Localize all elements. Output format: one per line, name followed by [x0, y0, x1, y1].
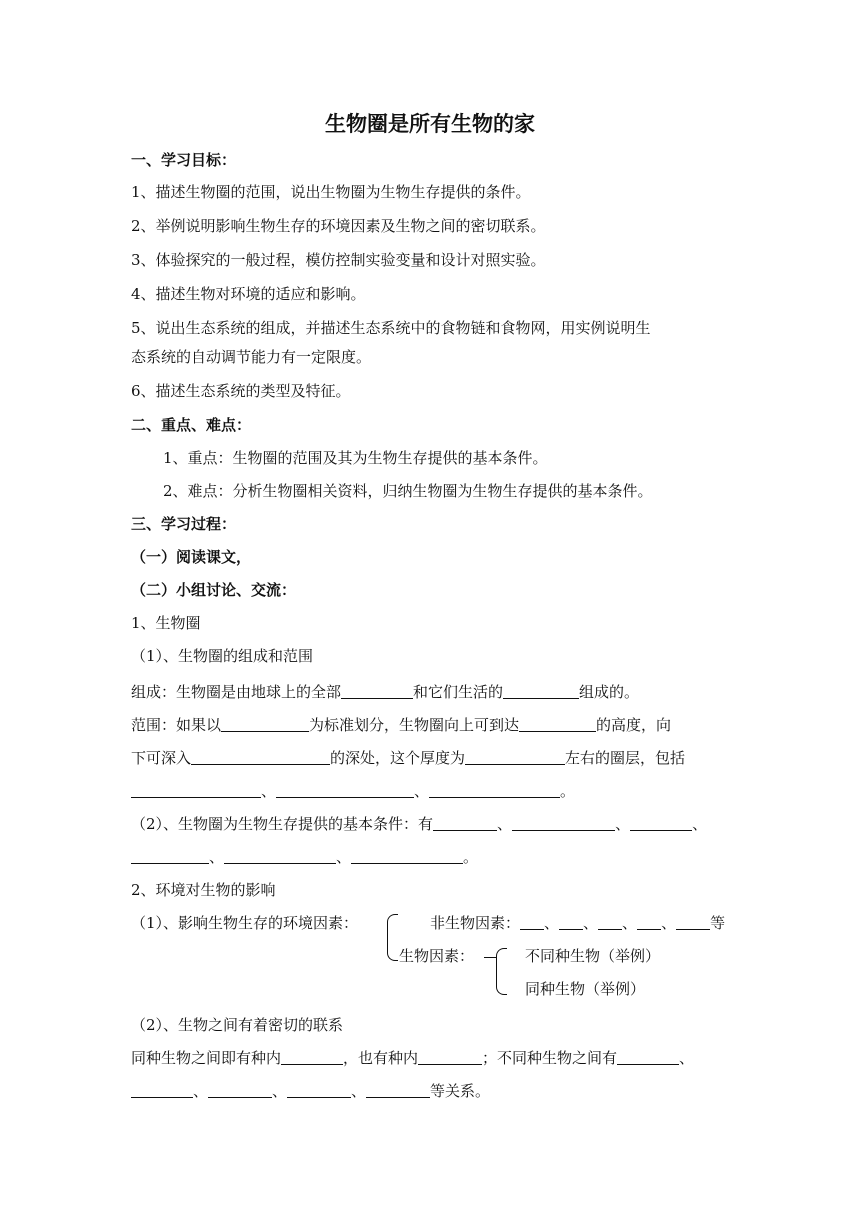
- subtopic-factors: （1）、影响生物生存的环境因素：: [131, 914, 359, 932]
- objective-item: 1、描述生物圈的范围，说出生物圈为生物生存提供的条件。: [131, 183, 531, 201]
- section-heading-objectives: 一、学习目标：: [131, 151, 237, 169]
- conditions-line-1: （2）、生物圈为生物生存提供的基本条件：有 、 、 、: [131, 815, 708, 833]
- fill-blank[interactable]: [351, 848, 463, 864]
- section-heading-keypoints: 二、重点、难点：: [131, 416, 252, 434]
- topic-environment: 2、环境对生物的影响: [131, 881, 276, 899]
- fill-blank[interactable]: [503, 683, 579, 699]
- objective-item: 2、举例说明影响生物生存的环境因素及生物之间的密切联系。: [131, 217, 546, 235]
- fill-blank[interactable]: [366, 1082, 430, 1098]
- objective-item: 4、描述生物对环境的适应和影响。: [131, 285, 366, 303]
- page-title: 生物圈是所有生物的家: [325, 111, 535, 136]
- fill-blank[interactable]: [512, 815, 615, 831]
- process-step-discuss: （二）小组讨论、交流：: [131, 581, 297, 599]
- fill-blank[interactable]: [418, 1049, 482, 1065]
- keypoint-item: 1、重点：生物圈的范围及其为生物生存提供的基本条件。: [163, 449, 548, 467]
- fill-blank[interactable]: [287, 1082, 351, 1098]
- conditions-line-2: 、 、 。: [131, 847, 478, 867]
- range-line-2: 下可深入 的深处，这个厚度为 左右的圈层，包括: [131, 749, 686, 767]
- fill-blank[interactable]: [519, 716, 596, 732]
- fill-blank[interactable]: [131, 848, 209, 864]
- range-line-1: 范围：如果以 为标准划分，生物圈向上可到达 的高度，向: [131, 716, 672, 734]
- biotic-different-species: 不同种生物（举例）: [525, 947, 661, 965]
- fill-blank[interactable]: [520, 914, 544, 930]
- objective-item: 3、体验探究的一般过程，模仿控制实验变量和设计对照实验。: [131, 251, 546, 269]
- fill-blank[interactable]: [676, 914, 710, 930]
- topic-biosphere: 1、生物圈: [131, 614, 201, 632]
- fill-blank[interactable]: [617, 1049, 679, 1065]
- composition-line: 组成：生物圈是由地球上的全部 和它们生活的 组成的。: [131, 683, 640, 701]
- fill-blank[interactable]: [131, 1082, 193, 1098]
- biotic-same-species: 同种生物（举例）: [525, 980, 646, 998]
- process-step-read: （一）阅读课文，: [131, 548, 252, 566]
- fill-blank[interactable]: [433, 815, 497, 831]
- fill-blank[interactable]: [224, 848, 336, 864]
- fill-blank[interactable]: [208, 1082, 272, 1098]
- fill-blank[interactable]: [281, 1049, 343, 1065]
- fill-blank[interactable]: [191, 749, 330, 765]
- objective-item: 5、说出生态系统的组成，并描述生态系统中的食物链和食物网，用实例说明生: [131, 319, 651, 337]
- fill-blank[interactable]: [465, 749, 565, 765]
- abiotic-factors-line: 非生物因素： 、 、 、 、 等: [430, 914, 726, 932]
- fill-blank[interactable]: [630, 815, 692, 831]
- subtopic-relations: （2）、生物之间有着密切的联系: [131, 1016, 344, 1034]
- fill-blank[interactable]: [221, 716, 309, 732]
- biotic-factors-label: 生物因素：: [399, 947, 475, 965]
- subtopic-composition-range: （1）、生物圈的组成和范围: [131, 647, 314, 665]
- fill-blank[interactable]: [637, 914, 661, 930]
- fill-blank[interactable]: [131, 782, 261, 798]
- section-heading-process: 三、学习过程：: [131, 515, 237, 533]
- relations-line-2: 、 、 、 等关系。: [131, 1081, 490, 1101]
- fill-blank[interactable]: [341, 683, 413, 699]
- fill-blank[interactable]: [598, 914, 622, 930]
- objective-item: 态系统的自动调节能力有一定限度。: [131, 348, 372, 366]
- fill-blank[interactable]: [276, 782, 414, 798]
- objective-item: 6、描述生态系统的类型及特征。: [131, 382, 351, 400]
- relations-line-1: 同种生物之间即有种内 ，也有种内 ；不同种生物之间有 、: [131, 1049, 695, 1067]
- fill-blank[interactable]: [429, 782, 560, 798]
- range-line-3: 、 、 。: [131, 781, 575, 801]
- keypoint-item: 2、难点：分析生物圈相关资料，归纳生物圈为生物生存提供的基本条件。: [163, 482, 653, 500]
- fill-blank[interactable]: [559, 914, 583, 930]
